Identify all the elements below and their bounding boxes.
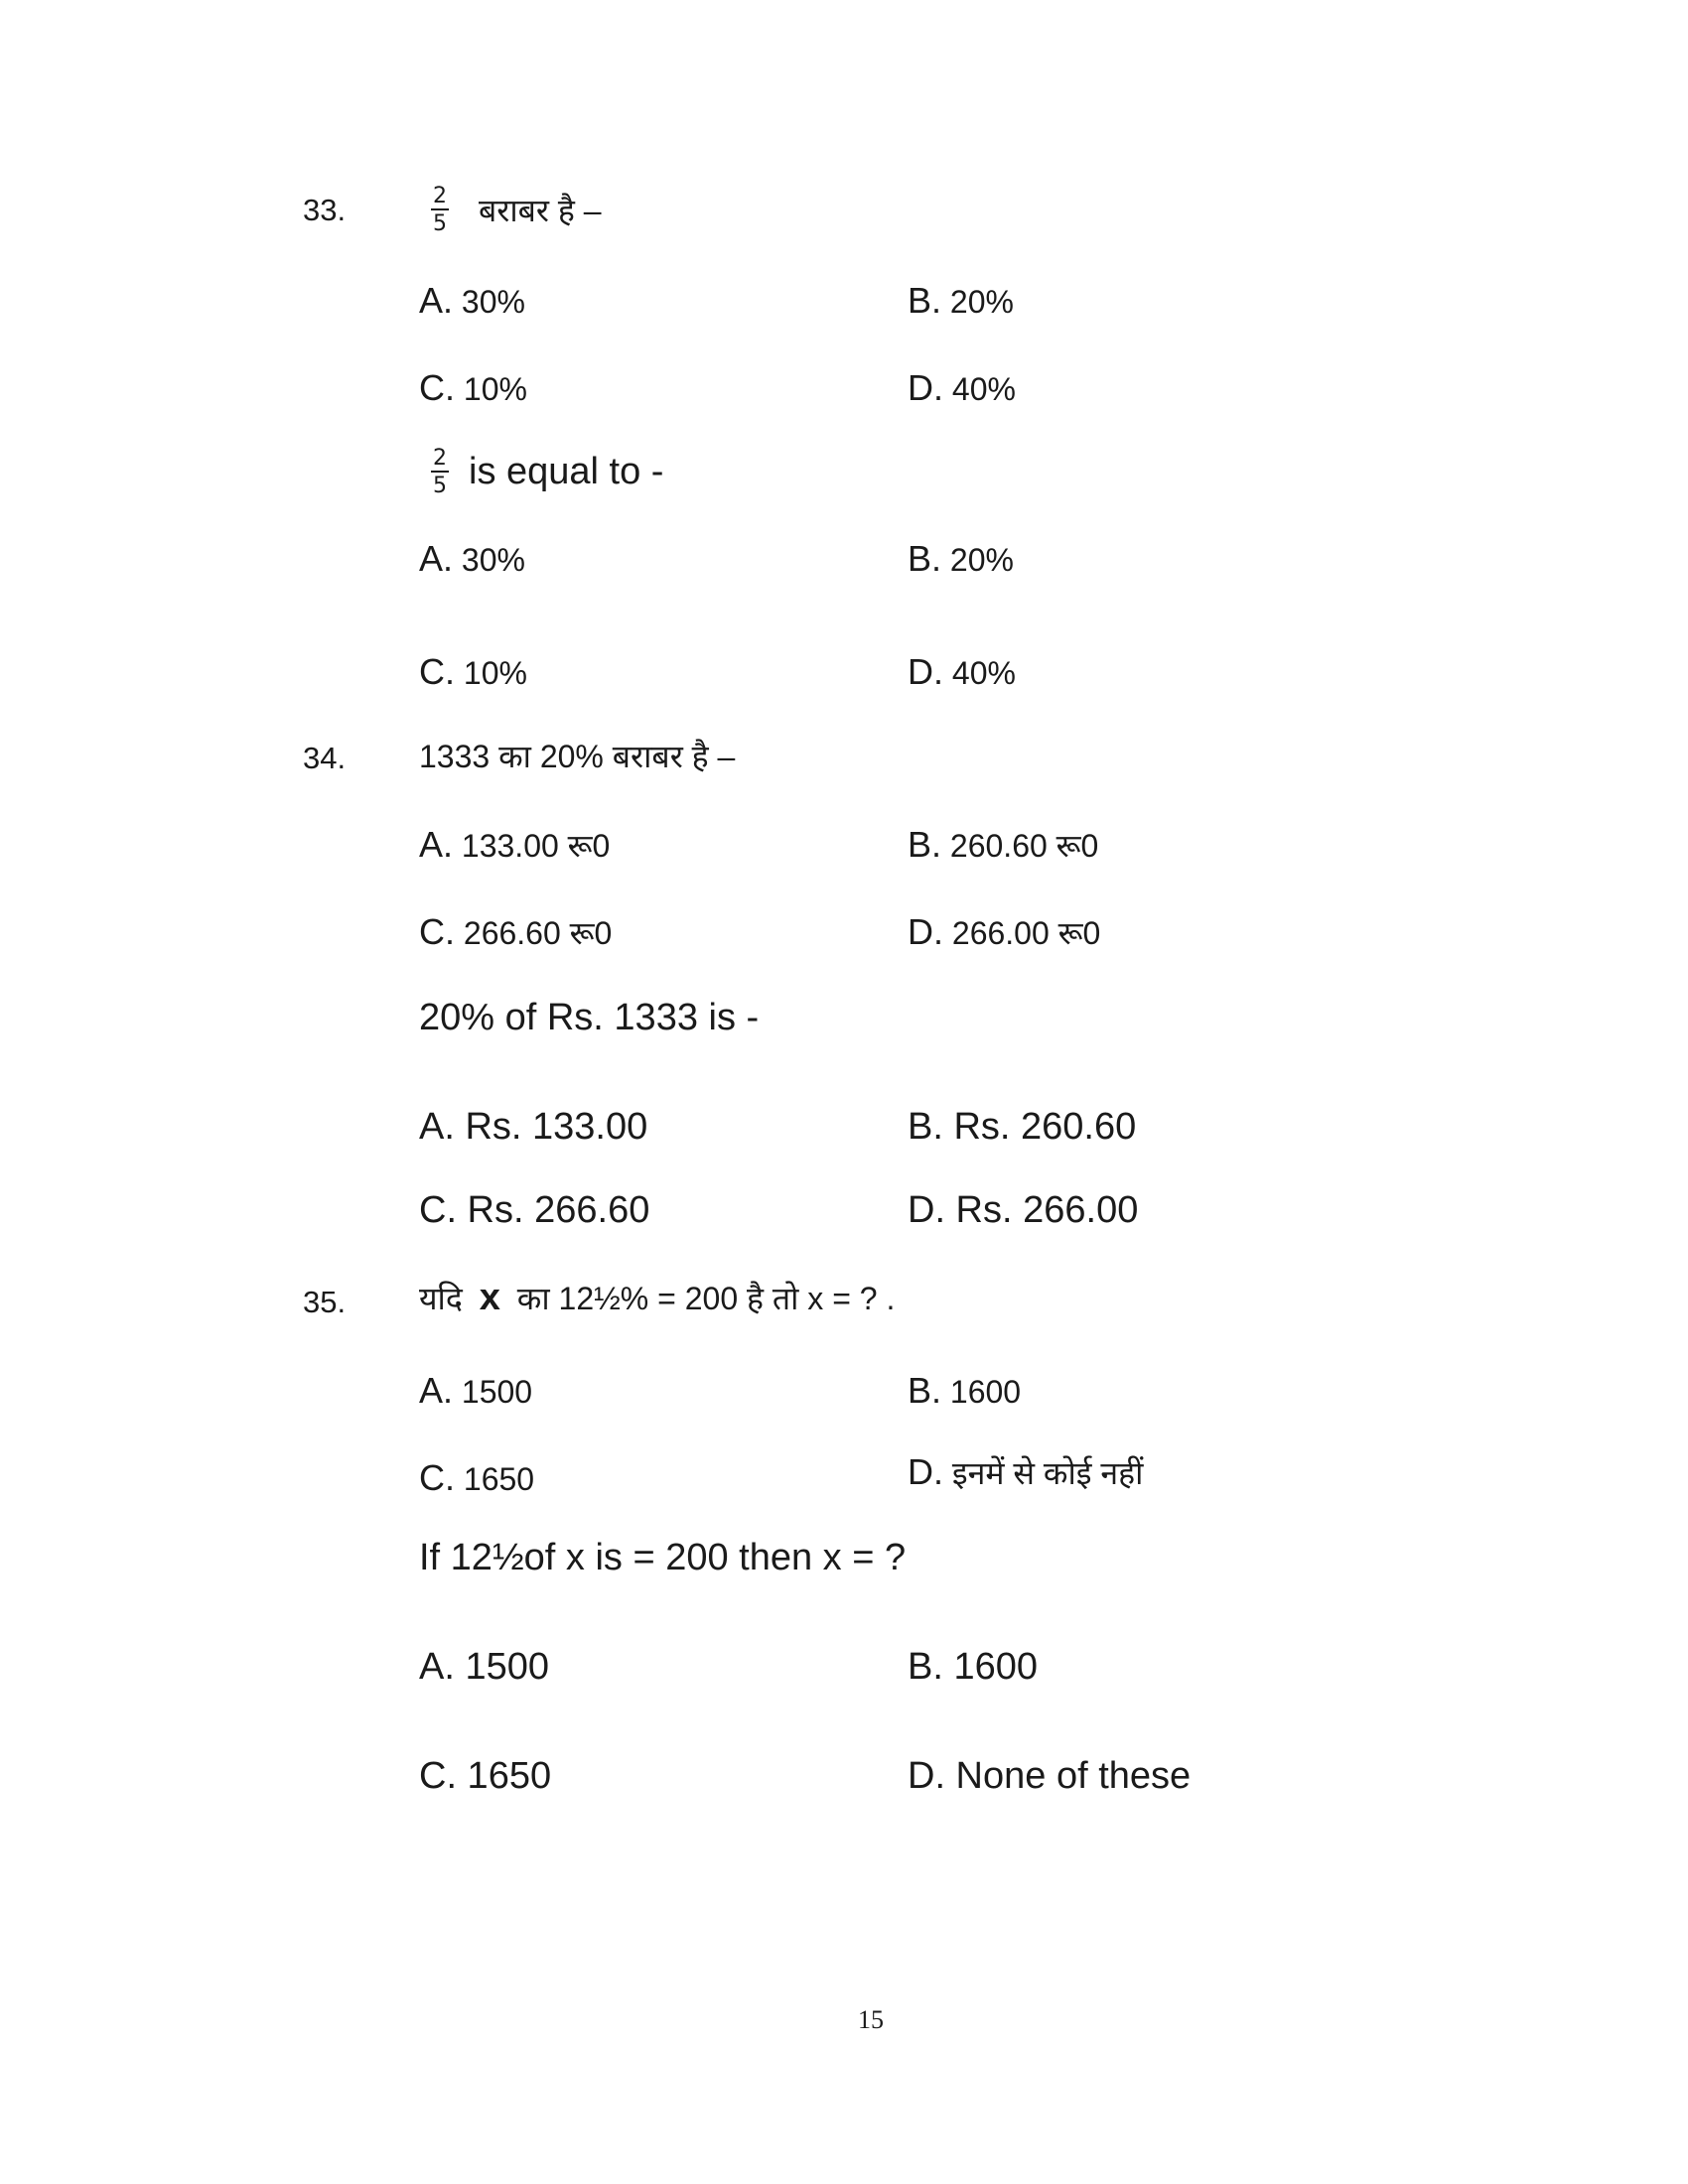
option-letter: B.: [908, 824, 942, 865]
question-34-english-option-b[interactable]: B. Rs. 260.60: [908, 1106, 1137, 1148]
question-34-english-option-c[interactable]: C. Rs. 266.60: [419, 1189, 650, 1231]
question-33-number: 33.: [303, 193, 347, 227]
option-letter: D.: [908, 367, 943, 408]
question-33-hindi-option-a[interactable]: [419, 280, 525, 322]
option-value: 1650: [463, 1461, 535, 1497]
option-letter: C.: [419, 911, 455, 952]
question-35-hindi-stem: [419, 1277, 895, 1319]
option-value: 260.60 रू0: [949, 828, 1099, 864]
option-letter: B.: [908, 1370, 942, 1411]
question-33-hindi-text: बराबर है –: [479, 193, 602, 229]
option-letter: C.: [419, 651, 455, 692]
question-33-hindi-stem: [431, 185, 602, 235]
option-letter: A.: [419, 824, 454, 865]
option-letter: D.: [908, 1451, 943, 1492]
fraction-denominator: 5: [433, 211, 447, 237]
question-33-english-text: is equal to -: [469, 451, 664, 493]
question-35-english-option-b[interactable]: B. 1600: [908, 1646, 1038, 1688]
question-34-hindi-option-d[interactable]: [908, 911, 1100, 954]
question-34-hindi-option-a[interactable]: [419, 824, 610, 867]
question-35-english-stem: If 12½of x is = 200 then x = ?: [419, 1537, 907, 1578]
question-34-hindi-stem: 1333 का 20% बराबर है –: [419, 739, 736, 774]
option-value: 20%: [949, 284, 1014, 320]
question-33-english-option-a[interactable]: [419, 538, 525, 580]
question-34-hindi-option-b[interactable]: [908, 824, 1098, 867]
question-33-english-option-d[interactable]: [908, 651, 1016, 693]
question-35-hindi-option-d[interactable]: [908, 1451, 1143, 1494]
question-33-english-option-c[interactable]: [419, 651, 527, 693]
option-letter: C.: [419, 367, 455, 408]
option-value: 133.00 रू0: [461, 828, 611, 864]
option-letter: A.: [419, 538, 454, 579]
option-letter: A.: [419, 1370, 454, 1411]
option-letter: D.: [908, 911, 943, 952]
option-value: 1600: [949, 1374, 1022, 1410]
option-value: 10%: [463, 371, 527, 407]
fraction-numerator: 2: [431, 185, 449, 210]
question-35-hindi-option-b[interactable]: [908, 1370, 1021, 1412]
option-value: 30%: [461, 542, 525, 578]
option-value: 10%: [463, 655, 527, 691]
question-35-english-option-d[interactable]: D. None of these: [908, 1755, 1192, 1797]
option-letter: C.: [419, 1457, 455, 1498]
option-value: 266.60 रू0: [463, 915, 613, 951]
question-35-hindi-option-a[interactable]: [419, 1370, 532, 1412]
question-35-hindi-option-c[interactable]: [419, 1457, 534, 1499]
question-34-english-option-d[interactable]: D. Rs. 266.00: [908, 1189, 1139, 1231]
option-letter: D.: [908, 651, 943, 692]
hindi-stem-rest: का 12½% = 200 है तो x = ? .: [516, 1281, 896, 1316]
question-35-english-option-a[interactable]: A. 1500: [419, 1646, 549, 1688]
question-34-number: 34.: [303, 741, 347, 775]
option-value: 30%: [461, 284, 525, 320]
question-35-number: 35.: [303, 1285, 347, 1319]
question-33-hindi-option-c[interactable]: [419, 367, 527, 409]
option-value: 1500: [461, 1374, 533, 1410]
option-value: 266.00 रू0: [951, 915, 1101, 951]
question-33-hindi-option-b[interactable]: [908, 280, 1014, 322]
question-33-hindi-fraction: [431, 185, 449, 235]
question-34-hindi-option-c[interactable]: [419, 911, 612, 954]
question-34-english-stem: 20% of Rs. 1333 is -: [419, 997, 760, 1038]
option-value: 20%: [949, 542, 1014, 578]
question-34-english-option-a[interactable]: A. Rs. 133.00: [419, 1106, 648, 1148]
option-letter: B.: [908, 538, 942, 579]
hindi-if: यदि: [419, 1281, 463, 1316]
option-value: 40%: [951, 655, 1016, 691]
option-letter: B.: [908, 280, 942, 321]
fraction-numerator: 2: [431, 447, 449, 473]
variable-x: x: [479, 1277, 500, 1318]
option-letter: A.: [419, 280, 454, 321]
option-value: 40%: [951, 371, 1016, 407]
page-number: 15: [858, 2005, 884, 2034]
question-33-hindi-option-d[interactable]: [908, 367, 1016, 409]
question-35-english-option-c[interactable]: C. 1650: [419, 1755, 552, 1797]
option-value: इनमें से कोई नहीं: [951, 1455, 1144, 1491]
question-33-english-stem: [431, 447, 663, 497]
question-33-english-fraction: [431, 447, 449, 497]
fraction-denominator: 5: [433, 474, 447, 499]
question-33-english-option-b[interactable]: [908, 538, 1014, 580]
